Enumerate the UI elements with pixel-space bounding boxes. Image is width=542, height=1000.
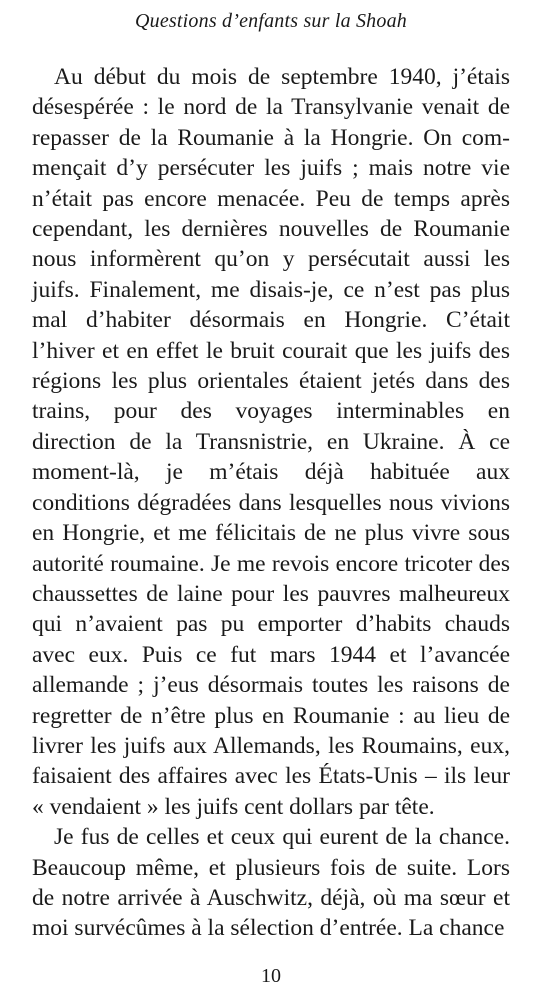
running-title: Questions d’enfants sur la Shoah [135,10,407,32]
paragraph-1: Au début du mois de septembre 1940, j’étais désespérée : le nord de la Transylvanie venait de repasser de la Roumanie à la Hongrie. On commençait d’y persécuter les juifs ; mais notre vie n’était pas encore menacée. Peu de temps après cependant, les dernières nouvelles de Roumanie nous informèrent qu’on y persécutait aussi les juifs. Finalement, me disais-je, ce n’est pas plus mal d’habiter désormais en Hongrie. C’était l’hiver et en effet le bruit courait que les juifs des régions les plus orientales étaient jetés dans des trains, pour des voyages interminables en direction de la Transnistrie, en Ukraine. À ce moment-là, je m’étais déjà habituée aux conditions dégradées dans lesquelles nous vivions en Hongrie, et me félicitais de ne plus vivre sous autorité roumaine. Je me revois encore tricoter des chaussettes de laine pour les pauvres malheureux qui n’avaient pas pu emporter d’habits chauds avec eux. Puis ce fut mars 1944 et l’avancée allemande ; j’eus désormais toutes les raisons de regretter de n’être plus en Roumanie : au lieu de livrer les juifs aux Allemands, les Roumains, eux, faisaient des affaires avec les États-Unis – ils leur « vendaient » les juifs cent dollars par tête. [32,64,510,820]
page-number: 10 [261,965,281,987]
paragraph-2: Je fus de celles et ceux qui eurent de la chance. Beaucoup même, et plusieurs fois de suite. Lors de notre arrivée à Auschwitz, déjà, où ma sœur et moi survécûmes à la sélection d’entrée. La chance [32,824,510,942]
body-text [32,62,510,944]
